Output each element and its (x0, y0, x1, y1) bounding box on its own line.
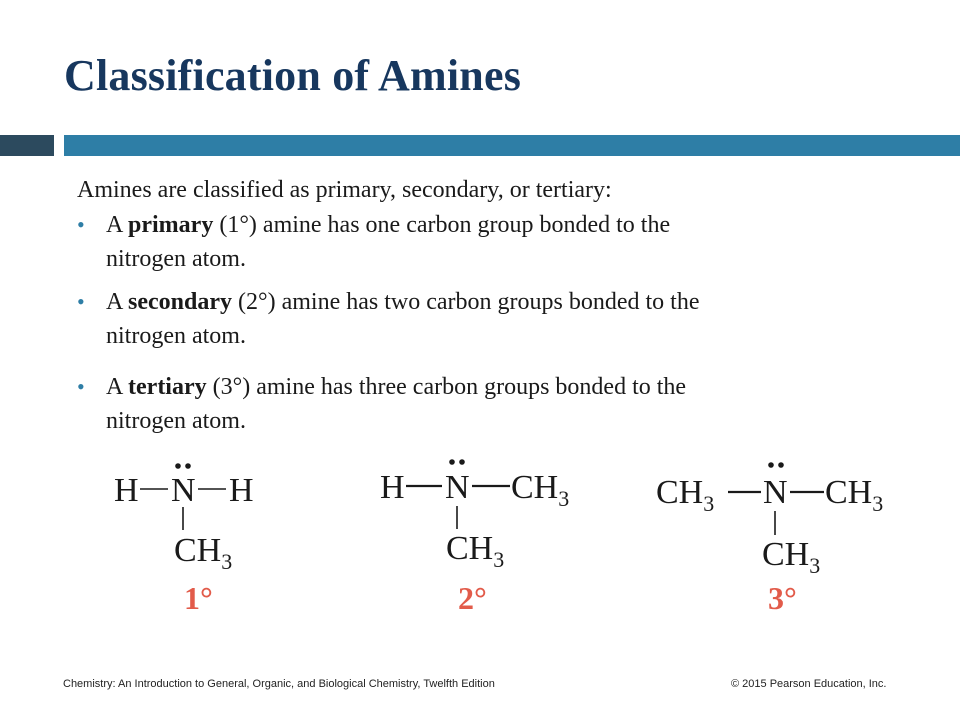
methyl-group: $CH_3$ (825, 474, 884, 516)
atom-nitrogen: N (171, 472, 196, 509)
tertiary-amine-structure (652, 455, 902, 590)
bullet-dot-icon: • (77, 212, 85, 237)
label-primary-degree: 1° (184, 580, 213, 616)
methyl-group: $CH_3$ (511, 469, 570, 511)
atom-hydrogen: H (380, 469, 405, 506)
term-tertiary: tertiary (128, 374, 207, 400)
bullet-dot-icon: • (77, 374, 85, 399)
atom-nitrogen: N (445, 469, 470, 506)
lone-pair-dot (778, 462, 784, 468)
title-divider-dark (0, 135, 54, 156)
title-divider-accent (64, 135, 960, 156)
atom-hydrogen: H (229, 472, 254, 509)
methyl-group: $CH_3$ (446, 530, 505, 572)
lone-pair-dot (768, 462, 774, 468)
bullet-text: A secondary (2°) amine has two carbon groups bonded to the nitrogen atom. (106, 289, 700, 349)
atom-nitrogen: N (763, 474, 788, 511)
footer-copyright: © 2015 Pearson Education, Inc. (731, 678, 887, 690)
methyl-group: $CH_3$ (656, 474, 715, 516)
intro-text: Amines are classified as primary, secondary, or tertiary: (77, 177, 612, 203)
lone-pair-dot (185, 463, 191, 469)
methyl-group: $CH_3$ (174, 532, 233, 574)
slide-title: Classification of Amines (64, 51, 522, 100)
bullet-dot-icon: • (77, 289, 85, 314)
footer-book-title: Chemistry: An Introduction to General, Organic, and Biological Chemistry, Twelfth Edition (63, 678, 495, 690)
bullet-text: A tertiary (3°) amine has three carbon groups bonded to the nitrogen atom. (106, 374, 687, 434)
atom-hydrogen: H (114, 472, 139, 509)
lone-pair-dot (459, 459, 465, 465)
primary-amine-structure (108, 455, 258, 585)
lone-pair-dot (175, 463, 181, 469)
secondary-amine-structure (372, 452, 587, 587)
bullet-text: A primary (1°) amine has one carbon group bonded to the nitrogen atom. (106, 212, 671, 272)
lone-pair-dot (449, 459, 455, 465)
term-secondary: secondary (128, 289, 233, 315)
methyl-group: $CH_3$ (762, 536, 821, 578)
label-tertiary-degree: 3° (768, 580, 797, 616)
label-secondary-degree: 2° (458, 580, 487, 616)
term-primary: primary (128, 212, 214, 238)
